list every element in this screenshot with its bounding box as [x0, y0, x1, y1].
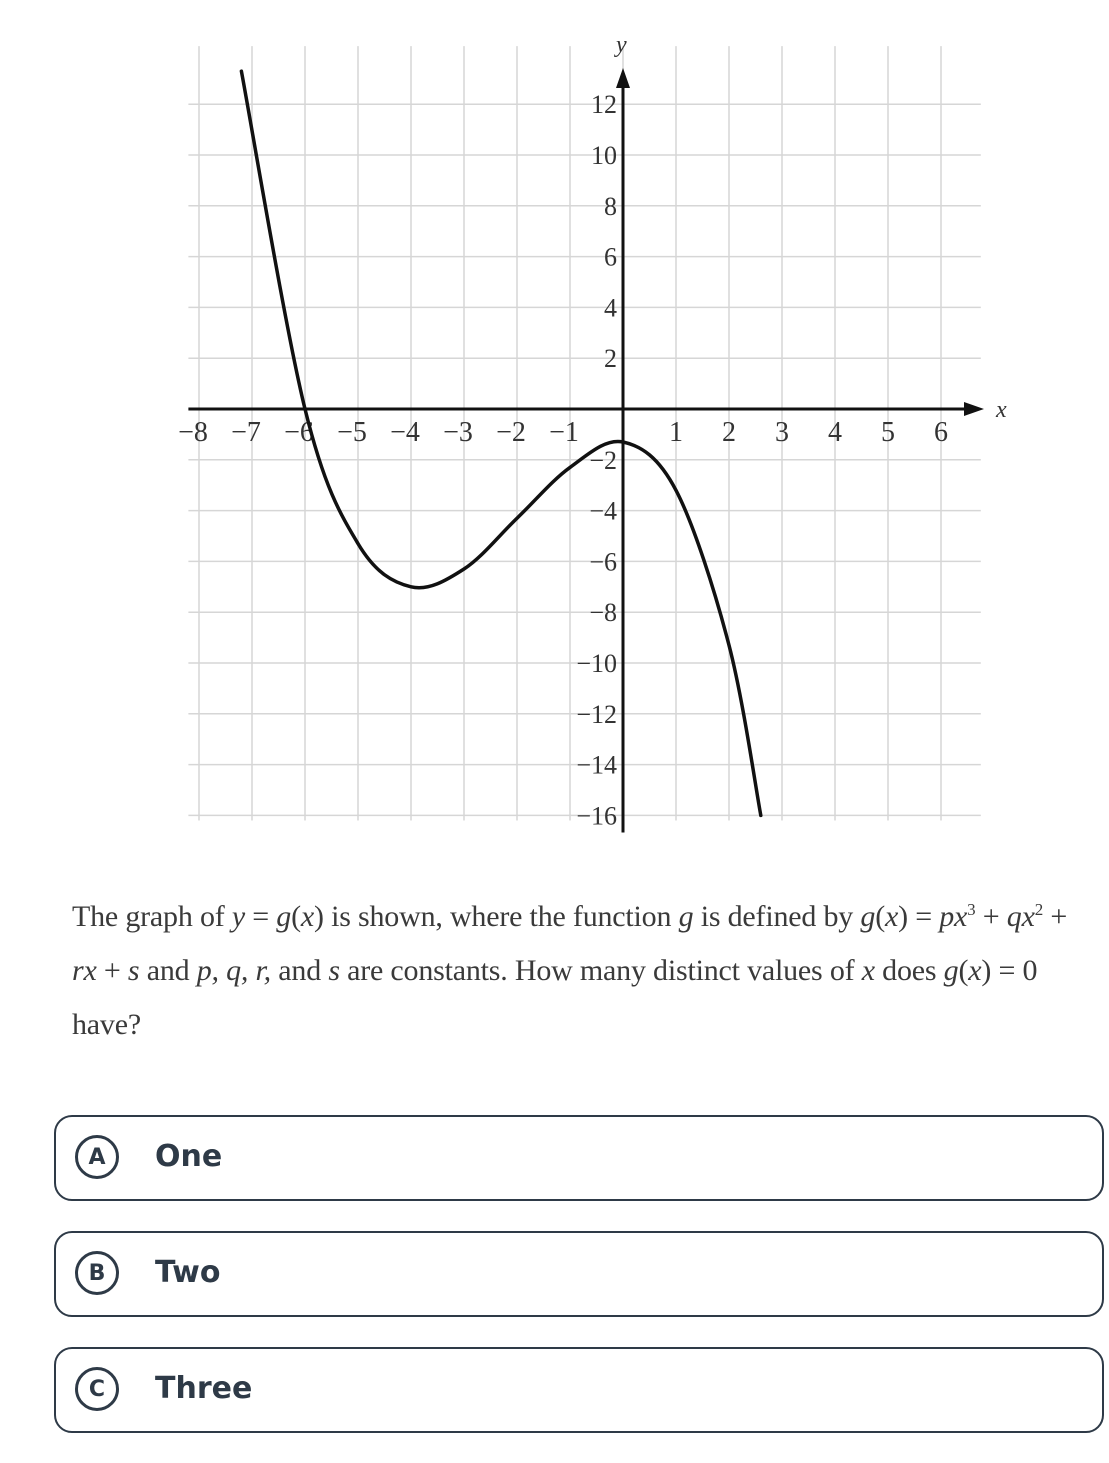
- question-part: is defined by: [693, 900, 861, 933]
- choice-label: One: [155, 1139, 223, 1174]
- question-part: ) is shown, where the function: [314, 900, 679, 933]
- y-tick-label: 8: [604, 191, 617, 221]
- question-exponent: 2: [1034, 900, 1044, 919]
- answer-choices: [54, 1115, 1104, 1463]
- y-tick-label: 12: [591, 90, 617, 120]
- y-axis-label: y: [616, 32, 627, 58]
- x-tick-label: −4: [390, 417, 420, 448]
- question-var: s: [127, 954, 140, 987]
- y-tick-label: 2: [604, 344, 617, 374]
- x-tick-label: −6: [284, 417, 314, 448]
- question-var: g: [943, 954, 959, 987]
- x-tick-label: −7: [231, 417, 261, 448]
- question-part: (: [875, 900, 885, 933]
- choice-label: Three: [155, 1371, 253, 1406]
- question-part: =: [244, 900, 277, 933]
- choice-letter-badge: B: [75, 1251, 119, 1295]
- question-var: px: [939, 900, 968, 933]
- question-var: p, q, r,: [196, 954, 271, 987]
- x-tick-label: −5: [337, 417, 367, 448]
- y-tick-label: −2: [589, 445, 617, 475]
- question-part: +: [96, 954, 128, 987]
- x-tick-label: 4: [828, 417, 842, 448]
- question-part: and: [270, 954, 329, 987]
- question-var: x: [968, 954, 982, 987]
- y-tick-label: 10: [591, 141, 617, 170]
- tick-labels: [178, 32, 1007, 830]
- question-exponent: 3: [967, 900, 976, 919]
- question-part: and: [139, 954, 197, 987]
- choice-letter-badge: A: [75, 1135, 119, 1179]
- question-part: does: [874, 954, 944, 987]
- y-axis-arrow: [616, 68, 630, 88]
- x-tick-label: −2: [496, 417, 526, 448]
- x-tick-label: 2: [722, 417, 736, 448]
- question-var: qx: [1006, 900, 1035, 933]
- question-var: x: [884, 900, 899, 933]
- y-tick-label: −16: [576, 801, 617, 831]
- x-tick-label: 1: [669, 417, 683, 448]
- choice-label: Two: [155, 1255, 221, 1290]
- y-tick-label: −12: [576, 699, 617, 729]
- question-part: ) = 0 have?: [72, 954, 1038, 1041]
- y-tick-label: −14: [576, 750, 617, 780]
- y-tick-label: −8: [589, 598, 617, 628]
- question-part: +: [975, 900, 1007, 933]
- question-part: (: [291, 900, 301, 933]
- x-tick-label: 3: [775, 417, 789, 448]
- x-tick-label: −1: [549, 417, 579, 448]
- y-tick-label: 4: [604, 293, 617, 323]
- x-tick-label: 5: [881, 417, 895, 448]
- question-part: +: [1043, 900, 1068, 933]
- x-tick-label: −8: [178, 417, 208, 448]
- y-tick-label: −10: [576, 649, 617, 678]
- y-tick-label: −6: [589, 547, 617, 577]
- x-axis-arrow: [964, 402, 984, 416]
- choice-letter-badge: C: [75, 1367, 119, 1411]
- question-part: are constants. How many distinct values of: [339, 954, 862, 987]
- question-var: s: [328, 954, 340, 987]
- x-tick-label: −3: [443, 417, 473, 448]
- question-part: The graph of: [72, 900, 232, 933]
- question-var: g: [276, 900, 292, 933]
- question-var: rx: [72, 954, 97, 987]
- choice-b-button[interactable]: [54, 1231, 1104, 1317]
- choice-a-button[interactable]: [54, 1115, 1104, 1201]
- question-var: g: [860, 900, 876, 933]
- question-var: g: [678, 900, 694, 933]
- x-axis-label: x: [996, 397, 1007, 423]
- question-var: y: [231, 900, 245, 933]
- question-text: [72, 890, 1082, 1052]
- question-var: x: [861, 954, 875, 987]
- question-part: (: [958, 954, 969, 987]
- choice-c-button[interactable]: [54, 1347, 1104, 1433]
- question-var: x: [300, 900, 315, 933]
- x-tick-label: 6: [934, 417, 948, 448]
- y-tick-label: −4: [589, 496, 617, 526]
- question-part: ) =: [898, 900, 940, 933]
- y-tick-label: 6: [604, 242, 617, 272]
